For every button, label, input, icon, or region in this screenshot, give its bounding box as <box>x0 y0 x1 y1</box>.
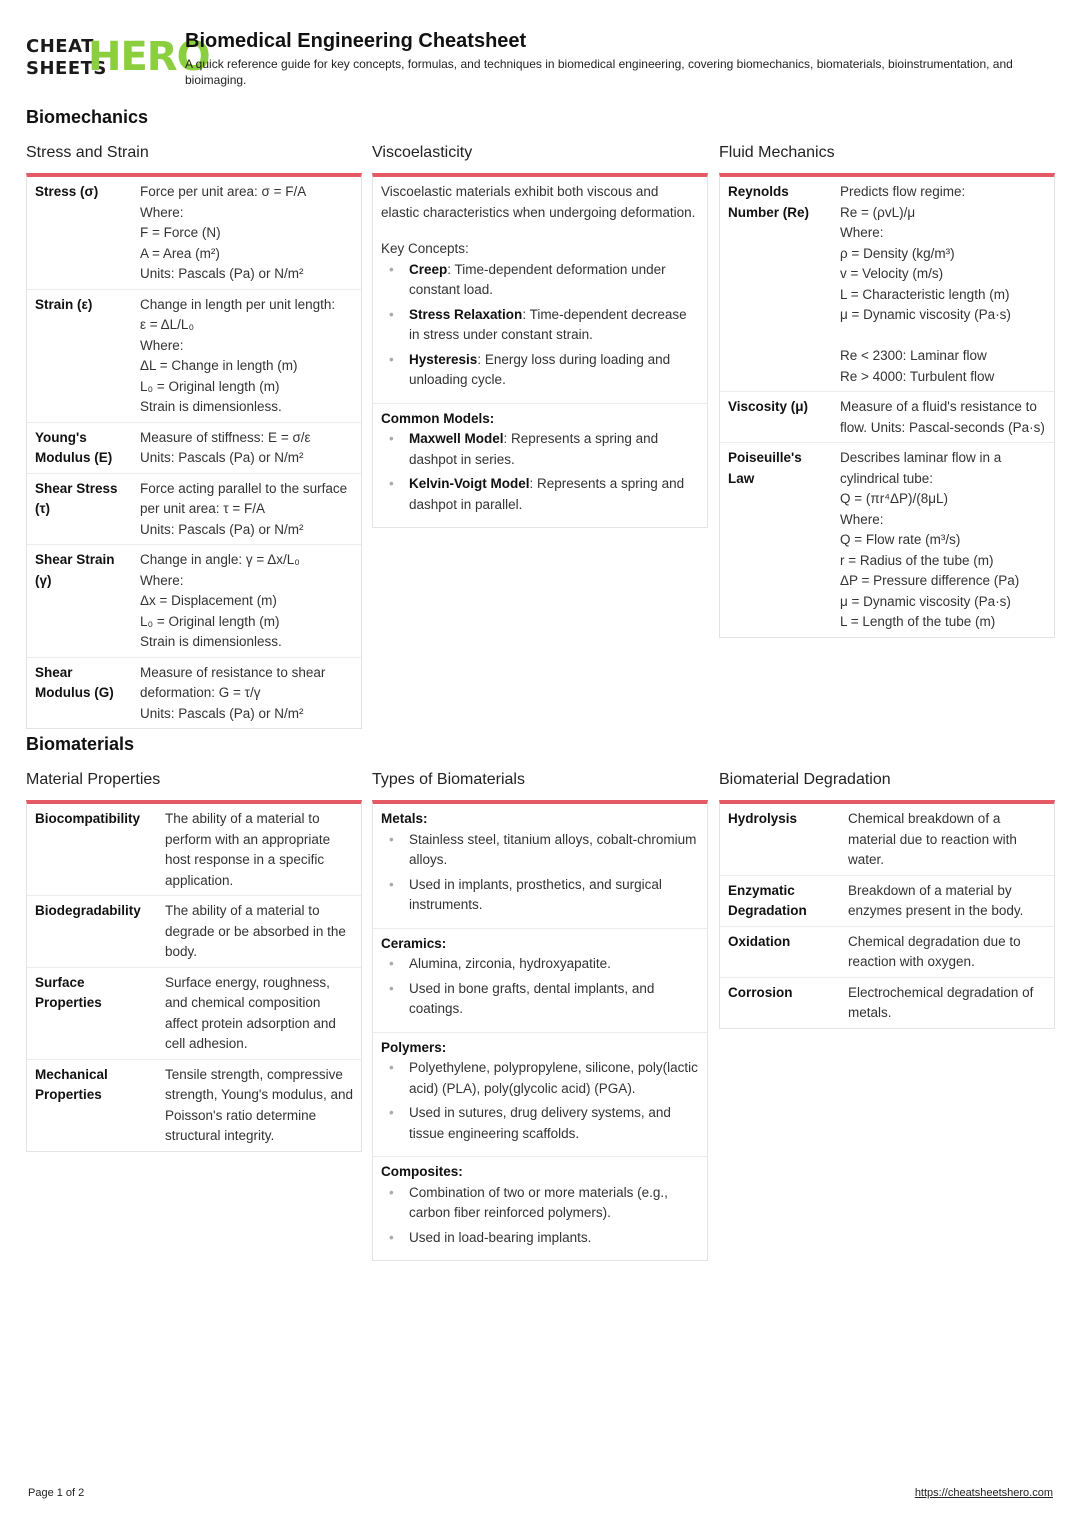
key-concepts-list <box>381 260 699 391</box>
row-term: Biocompatibility <box>27 804 157 896</box>
list-item-term: Kelvin-Voigt Model <box>409 476 530 491</box>
table-row <box>27 545 361 658</box>
row-term: Corrosion <box>728 984 793 1000</box>
biomaterial-type-label: Ceramics: <box>381 935 447 951</box>
stress-strain-rows <box>27 177 361 728</box>
list-item-term: Stress Relaxation <box>409 306 523 322</box>
common-models-block <box>373 404 707 528</box>
logo-cheat-text: CHEAT <box>26 36 94 57</box>
row-term: Strain (ε) <box>27 289 132 422</box>
table-row <box>27 422 361 473</box>
biomaterial-type-list <box>381 1058 699 1144</box>
row-term: Enzymatic Degradation <box>720 875 840 926</box>
table-row <box>720 875 1054 926</box>
biomaterial-degradation-table <box>720 804 1054 1028</box>
fluid-mechanics-rows <box>720 177 1054 637</box>
list-item: • Used in sutures, drug delivery systems, and tissue engineering scaffolds. <box>381 1103 699 1144</box>
material-properties-column <box>26 770 362 1152</box>
section-title-biomechanics: Biomechanics <box>26 107 149 127</box>
row-definition: Electrochemical degradation of metals. <box>848 984 1034 1020</box>
key-concepts-label: Key Concepts: <box>381 241 469 256</box>
material-properties-title: Material Properties <box>26 771 161 788</box>
biomaterial-type-label: Polymers: <box>381 1039 447 1055</box>
row-term: Viscosity (μ) <box>720 392 832 443</box>
table-row <box>27 657 361 728</box>
types-of-biomaterials-card <box>372 800 708 1261</box>
viscoelasticity-card <box>372 173 708 528</box>
table-row <box>720 392 1054 443</box>
material-properties-rows <box>27 804 361 1151</box>
page-header <box>26 28 1056 90</box>
list-item: • Combination of two or more materials (e.g., carbon fiber reinforced polymers). <box>381 1183 699 1224</box>
table-row <box>27 967 361 1059</box>
row-definition: Measure of a fluid's resistance to flow. Units: Pascal-seconds (Pa·s) <box>832 392 1054 443</box>
biomaterial-type-block <box>373 1157 707 1260</box>
site-link[interactable]: https://cheatsheetshero.com <box>914 1487 1053 1499</box>
table-row <box>27 177 361 289</box>
biomaterial-degradation-rows <box>720 804 1054 1028</box>
list-item: • Used in load-bearing implants. <box>381 1228 699 1249</box>
row-term: Surface Properties <box>27 967 157 1059</box>
row-definition: Change in length per unit length: ε = ΔL/L₀ Where: ΔL = Change in length (m) L₀ = Original length (m) Strain is dimensionless. <box>132 289 361 422</box>
biomaterial-type-label: Metals: <box>381 811 428 826</box>
row-definition: Tensile strength, compressive strength, Young's modulus, and Poisson's ratio determine structural integrity. <box>165 1066 353 1143</box>
list-item-desc: : Time-dependent deformation under constant load. <box>409 261 666 297</box>
logo-sheets-text: SHEETS <box>26 58 107 79</box>
table-row <box>27 289 361 422</box>
list-item-term: Creep <box>409 261 448 277</box>
row-term: Young's Modulus (E) <box>27 422 132 473</box>
list-item: • Alumina, zirconia, hydroxyapatite. <box>381 954 699 975</box>
section-title-biomaterials: Biomaterials <box>26 734 135 754</box>
list-item-desc: : Energy loss during loading and unloading cycle. <box>409 351 671 387</box>
list-item <box>381 260 699 301</box>
types-of-biomaterials-title: Types of Biomaterials <box>372 771 525 788</box>
row-definition: Chemical breakdown of a material due to reaction with water. <box>840 804 1054 875</box>
viscoelasticity-column <box>372 143 708 528</box>
biomaterial-type-block <box>373 804 707 929</box>
biomaterial-type-list <box>381 954 699 1020</box>
row-definition: The ability of a material to perform with an appropriate host response in a specific application. <box>157 804 361 896</box>
row-definition: Change in angle: γ = Δx/L₀ Where: Δx = Displacement (m) L₀ = Original length (m) Strain is dimensionless. <box>132 545 361 658</box>
row-definition: Measure of stiffness: E = σ/ε Units: Pascals (Pa) or N/m² <box>132 422 361 473</box>
list-item <box>381 429 699 470</box>
row-definition: Surface energy, roughness, and chemical composition affect protein adsorption and cell adhesion. <box>157 967 361 1059</box>
material-properties-card <box>26 800 362 1152</box>
list-item: • Used in implants, prosthetics, and surgical instruments. <box>381 875 699 916</box>
table-row <box>720 977 1054 1028</box>
row-definition: Chemical degradation due to reaction with oxygen. <box>840 926 1054 977</box>
types-of-biomaterials-column <box>372 770 708 1261</box>
row-definition: Describes laminar flow in a cylindrical tube: Q = (πr⁴ΔP)/(8μL) Where: Q = Flow rate (m³/s) r = Radius of the tube (m) ΔP = Pressure difference (Pa) μ = Dynamic viscosity (Pa·s) L = Length of the tube (m) <box>840 450 1020 629</box>
stress-strain-title: Stress and Strain <box>26 144 149 161</box>
table-row <box>720 926 1054 977</box>
biomaterial-degradation-card <box>719 800 1055 1029</box>
list-item: • Stainless steel, titanium alloys, cobalt-chromium alloys. <box>381 830 699 871</box>
stress-strain-table <box>27 177 361 728</box>
table-row <box>720 177 1054 392</box>
biomaterial-degradation-title: Biomaterial Degradation <box>719 771 891 788</box>
list-item <box>381 350 699 391</box>
row-term: Poiseuille's Law <box>728 450 802 486</box>
list-item-term: Maxwell Model <box>409 431 504 446</box>
row-definition: Measure of resistance to shear deformation: G = τ/γ Units: Pascals (Pa) or N/m² <box>140 664 326 721</box>
table-row <box>27 896 361 968</box>
table-row <box>27 804 361 896</box>
cheatsheetshero-logo[interactable] <box>26 34 210 80</box>
common-models-list <box>381 429 699 515</box>
row-term: Hydrolysis <box>720 804 840 875</box>
stress-strain-card <box>26 173 362 729</box>
list-item-desc: : Time-dependent decrease in stress under constant strain. <box>409 306 687 342</box>
row-definition: Force acting parallel to the surface per unit area: τ = F/A Units: Pascals (Pa) or N/m² <box>132 473 361 545</box>
biomaterial-degradation-column <box>719 770 1055 1029</box>
row-definition: Predicts flow regime: Re = (ρvL)/μ Where: ρ = Density (kg/m³) v = Velocity (m/s) L = Characteristic length (m) μ = Dynamic viscosity (Pa·s) Re < 2300: Laminar flow Re > 4000: Turbulent flow <box>832 177 1054 392</box>
viscoelasticity-intro: Viscoelastic materials exhibit both viscous and elastic characteristics when undergoing deformation. <box>381 184 696 220</box>
row-definition: The ability of a material to degrade or be absorbed in the body. <box>157 896 361 968</box>
row-term: Reynolds Number (Re) <box>720 177 832 392</box>
page-subtitle: A quick reference guide for key concepts, formulas, and techniques in biomedical engineering, covering biomechanics, biomaterials, bioinstrumentation, and bioimaging. <box>185 57 1013 87</box>
table-row <box>27 1059 361 1151</box>
row-term: Shear Stress (τ) <box>27 473 132 545</box>
row-term: Stress (σ) <box>27 177 132 289</box>
page-number: Page 1 of 2 <box>28 1487 85 1499</box>
list-item: • Polyethylene, polypropylene, silicone, poly(lactic acid) (PLA), poly(glycolic acid) (PGA). <box>381 1058 699 1099</box>
fluid-mechanics-title: Fluid Mechanics <box>719 144 835 161</box>
row-term: Shear Strain (γ) <box>27 545 132 658</box>
row-term: Biodegradability <box>27 896 157 968</box>
viscoelasticity-title: Viscoelasticity <box>372 144 473 161</box>
list-item-desc: : Represents a spring and dashpot in series. <box>409 431 659 467</box>
material-properties-table <box>27 804 361 1151</box>
fluid-mechanics-table <box>720 177 1054 637</box>
biomaterial-type-list <box>381 830 699 916</box>
biomaterial-type-list <box>381 1183 699 1249</box>
biomaterial-type-block <box>373 1033 707 1158</box>
row-definition: Force per unit area: σ = F/A Where: F = Force (N) A = Area (m²) Units: Pascals (Pa) or N/m² <box>132 177 361 289</box>
list-item <box>381 305 699 346</box>
fluid-mechanics-column <box>719 143 1055 638</box>
list-item <box>381 474 699 515</box>
row-definition: Breakdown of a material by enzymes present in the body. <box>840 875 1054 926</box>
page-title: Biomedical Engineering Cheatsheet <box>185 30 527 52</box>
logo-hero-text: HERO <box>88 34 210 80</box>
list-item-desc: : Represents a spring and dashpot in parallel. <box>409 476 685 512</box>
row-term: Mechanical Properties <box>35 1066 108 1102</box>
viscoelasticity-intro-block <box>373 177 707 404</box>
table-row <box>720 804 1054 875</box>
row-term: Shear Modulus (G) <box>35 664 114 700</box>
row-term: Oxidation <box>720 926 840 977</box>
biomaterial-type-label: Composites: <box>381 1164 463 1179</box>
table-row <box>720 443 1054 637</box>
list-item: • Used in bone grafts, dental implants, and coatings. <box>381 979 699 1020</box>
list-item-term: Hysteresis <box>409 351 478 367</box>
biomaterial-type-block <box>373 929 707 1033</box>
stress-strain-column <box>26 143 362 729</box>
fluid-mechanics-card <box>719 173 1055 638</box>
common-models-label: Common Models: <box>381 410 495 426</box>
table-row <box>27 473 361 545</box>
